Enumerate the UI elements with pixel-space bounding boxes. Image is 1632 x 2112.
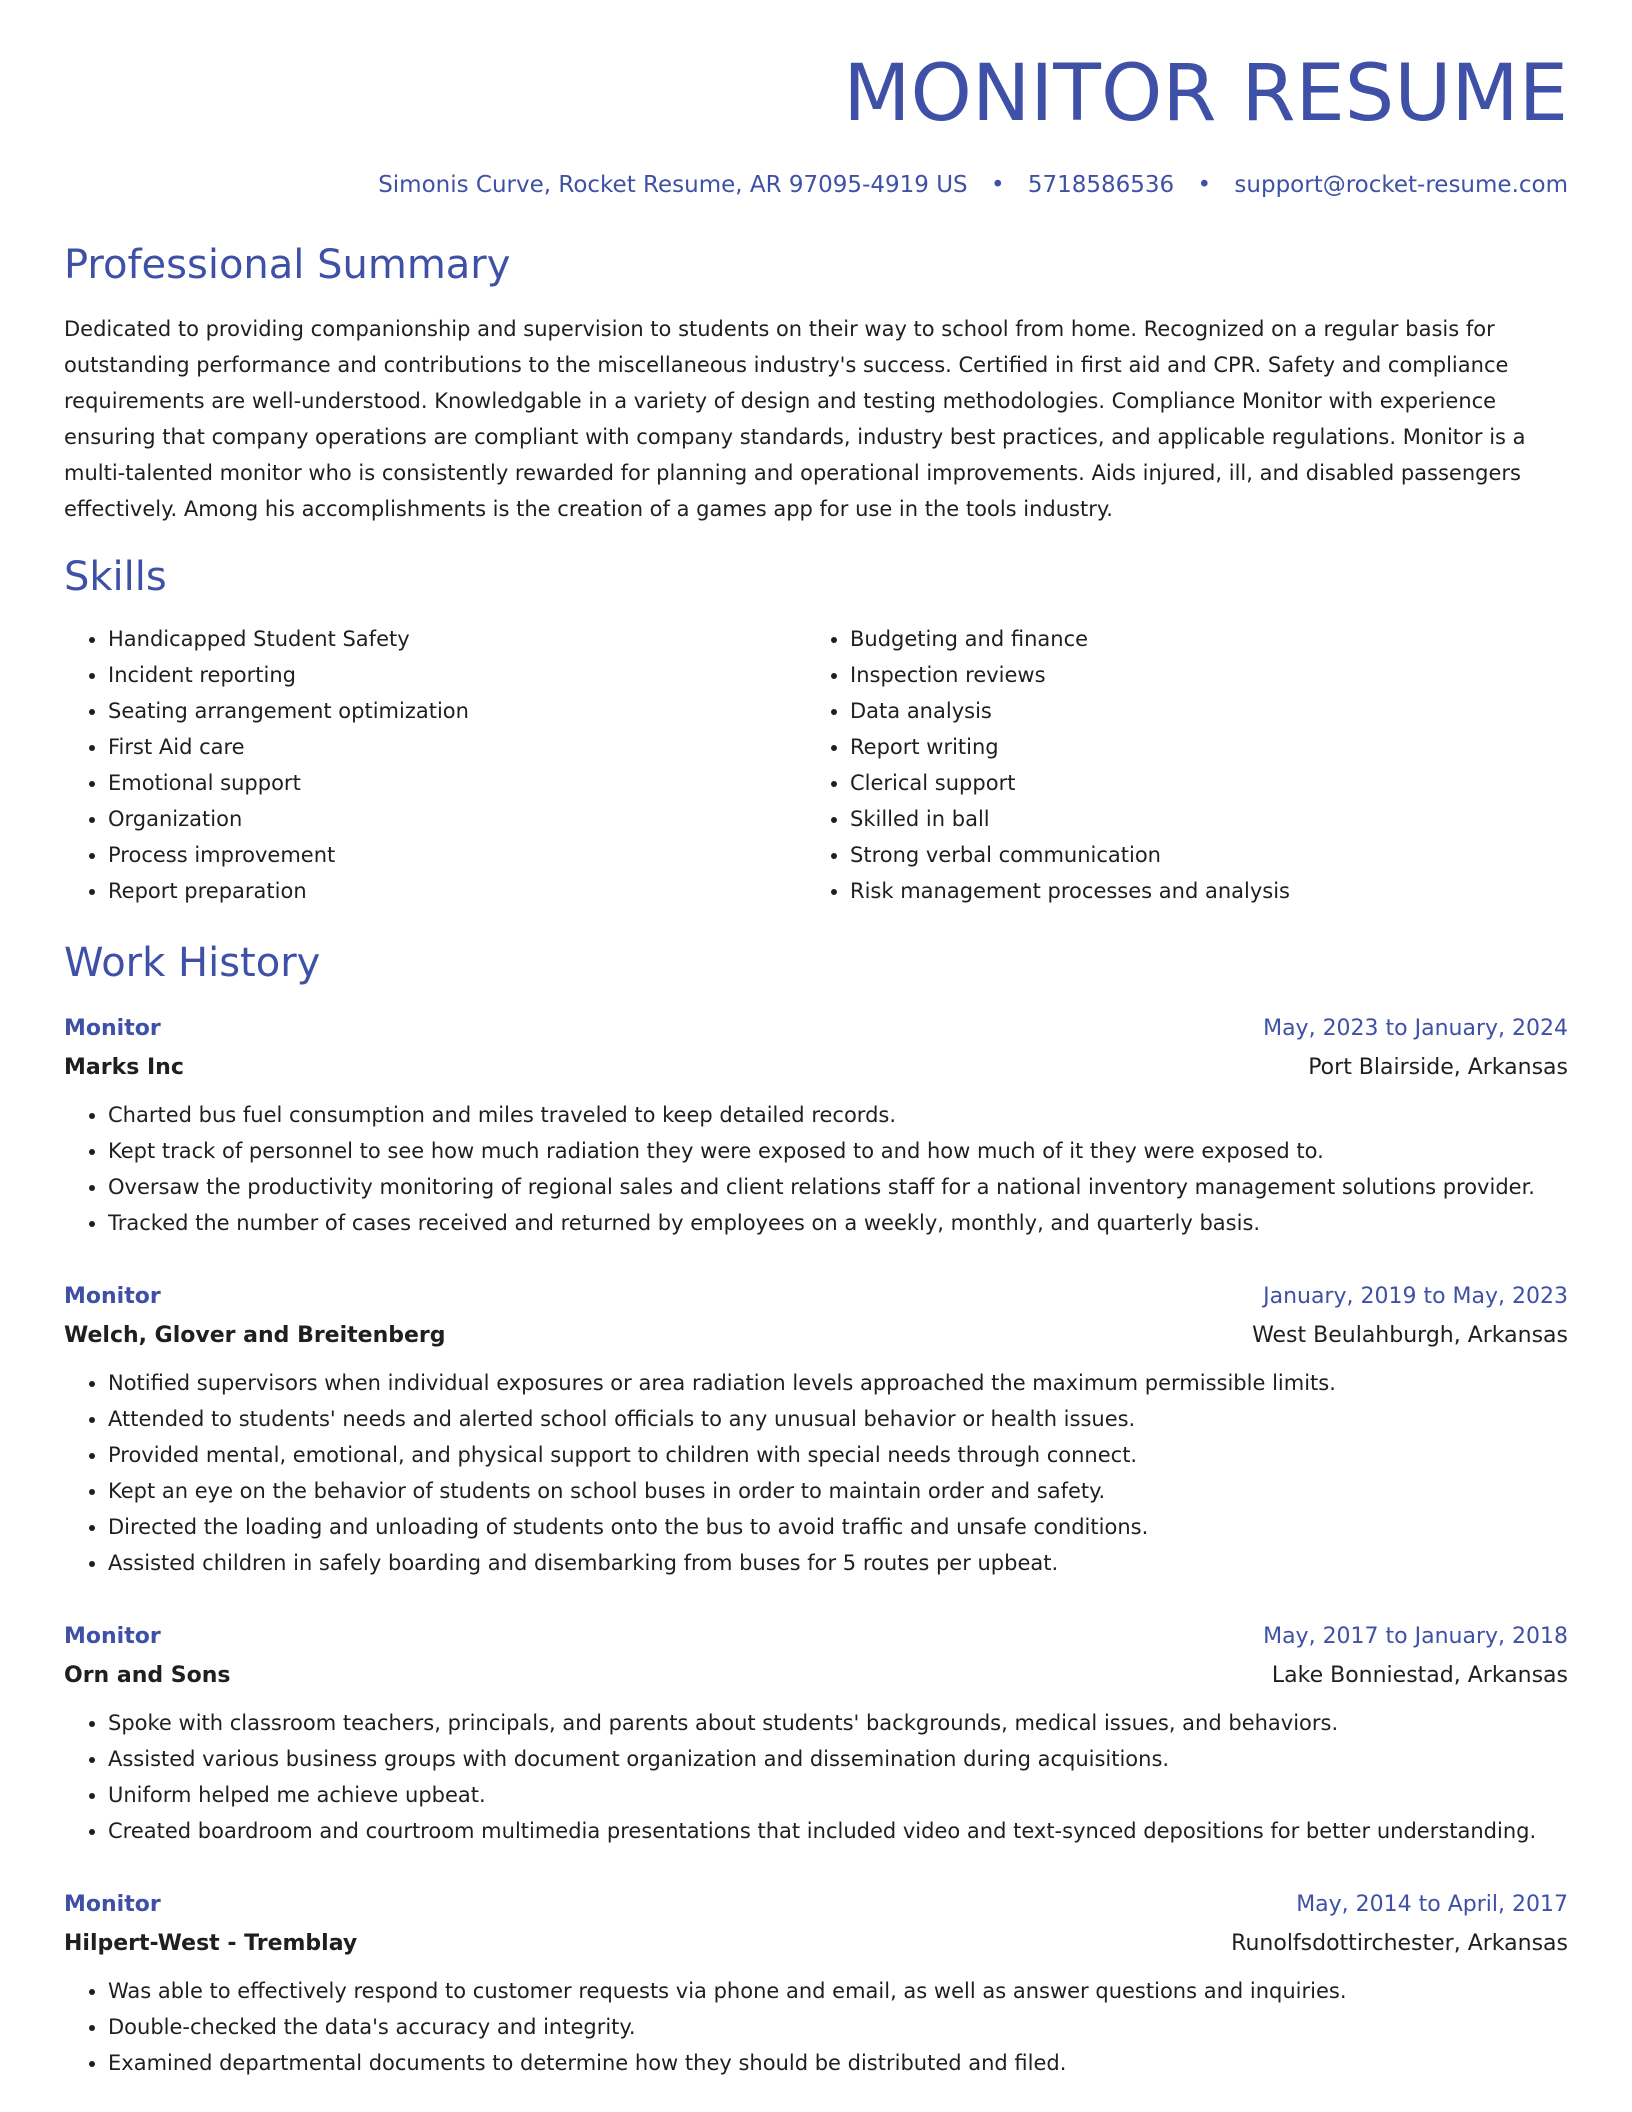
job-bullets bbox=[64, 1097, 1568, 1241]
skill-item: • Seating arrangement optimization bbox=[108, 693, 806, 729]
skill-item: • Inspection reviews bbox=[850, 657, 1548, 693]
skill-item: • Strong verbal communication bbox=[850, 837, 1548, 873]
job-bullet: • Tracked the number of cases received and returned by employees on a weekly, monthly, and quarterly basis. bbox=[108, 1205, 1568, 1241]
job-company-row bbox=[64, 1655, 1568, 1697]
job-title: Monitor bbox=[64, 1624, 161, 1650]
skills-list-right bbox=[806, 621, 1548, 909]
job-entry bbox=[64, 1619, 1568, 1849]
job-bullet: • Kept track of personnel to see how much radiation they were exposed to and how much of it they were exposed to. bbox=[108, 1133, 1568, 1169]
job-bullets bbox=[64, 1365, 1568, 1581]
job-location: Lake Bonniestad, Arkansas bbox=[1271, 1663, 1568, 1689]
contact-email: support@rocket-resume.com bbox=[1234, 171, 1568, 198]
job-company: Welch, Glover and Breitenberg bbox=[64, 1323, 446, 1349]
job-dates: May, 2014 to April, 2017 bbox=[1296, 1892, 1568, 1918]
skill-item: • Data analysis bbox=[850, 693, 1548, 729]
contact-address: Simonis Curve, Rocket Resume, AR 97095-4919 US bbox=[378, 171, 968, 198]
summary-heading: Professional Summary bbox=[64, 242, 511, 289]
job-bullet: • Provided mental, emotional, and physical support to children with special needs through connect. bbox=[108, 1437, 1568, 1473]
skill-item: • Emotional support bbox=[108, 765, 806, 801]
skill-item: • Incident reporting bbox=[108, 657, 806, 693]
job-dates: May, 2023 to January, 2024 bbox=[1263, 1016, 1568, 1042]
job-company-row bbox=[64, 1047, 1568, 1089]
job-company-row bbox=[64, 1315, 1568, 1357]
skill-item: • First Aid care bbox=[108, 729, 806, 765]
work-history-heading: Work History bbox=[64, 940, 321, 987]
job-bullet: • Double-checked the data's accuracy and integrity. bbox=[108, 2009, 1568, 2045]
contact-separator: • bbox=[1197, 171, 1212, 198]
job-entry bbox=[64, 1279, 1568, 1581]
summary-text: Dedicated to providing companionship and supervision to students on their way to school from home. Recognized on a regular basis for outstanding performance and contributions to the miscellaneous industry's success. Certified in first aid and CPR. Safety and compliance requirements are well-understood. Knowledgable in a variety of design and testing methodologies. Compliance Monitor with experience ensuring that company operations are compliant with company standards, industry best practices, and applicable regulations. Monitor is a multi-talented monitor who is consistently rewarded for planning and operational improvements. Aids injured, ill, and disabled passengers effectively. Among his accomplishments is the creation of a games app for use in the tools industry. bbox=[64, 317, 1526, 522]
job-location: West Beulahburgh, Arkansas bbox=[1252, 1323, 1568, 1349]
job-bullet: • Assisted children in safely boarding and disembarking from buses for 5 routes per upbeat. bbox=[108, 1545, 1568, 1581]
job-header-row bbox=[64, 1279, 1568, 1315]
job-company: Marks Inc bbox=[64, 1055, 184, 1081]
resume-header bbox=[64, 49, 1568, 199]
job-title: Monitor bbox=[64, 1284, 161, 1310]
job-entry bbox=[64, 1011, 1568, 1241]
job-title: Monitor bbox=[64, 1892, 161, 1918]
skill-item: • Report preparation bbox=[108, 873, 806, 909]
job-location: Port Blairside, Arkansas bbox=[1308, 1055, 1568, 1081]
skill-item: • Clerical support bbox=[850, 765, 1548, 801]
job-bullet: • Oversaw the productivity monitoring of regional sales and client relations staff for a national inventory management solutions provider. bbox=[108, 1169, 1568, 1205]
job-header-row bbox=[64, 1011, 1568, 1047]
job-bullet: • Assisted various business groups with document organization and dissemination during acquisitions. bbox=[108, 1741, 1568, 1777]
skill-item: • Report writing bbox=[850, 729, 1548, 765]
skill-item: • Handicapped Student Safety bbox=[108, 621, 806, 657]
skill-item: • Process improvement bbox=[108, 837, 806, 873]
job-bullet: • Was able to effectively respond to customer requests via phone and email, as well as answer questions and inquiries. bbox=[108, 1973, 1568, 2009]
job-bullet: • Uniform helped me achieve upbeat. bbox=[108, 1777, 1568, 1813]
job-bullet: • Charted bus fuel consumption and miles traveled to keep detailed records. bbox=[108, 1097, 1568, 1133]
skill-item: • Risk management processes and analysis bbox=[850, 873, 1548, 909]
skills-column-right bbox=[806, 621, 1548, 909]
job-company: Hilpert-West - Tremblay bbox=[64, 1931, 358, 1957]
job-company-row bbox=[64, 1923, 1568, 1965]
job-header-row bbox=[64, 1619, 1568, 1655]
job-bullet: • Attended to students' needs and alerted school officials to any unusual behavior or health issues. bbox=[108, 1401, 1568, 1437]
job-entry bbox=[64, 1887, 1568, 2081]
job-title: Monitor bbox=[64, 1016, 161, 1042]
job-bullets bbox=[64, 1705, 1568, 1849]
job-dates: May, 2017 to January, 2018 bbox=[1263, 1624, 1568, 1650]
contact-separator: • bbox=[990, 171, 1005, 198]
job-location: Runolfsdottirchester, Arkansas bbox=[1231, 1931, 1568, 1957]
skill-item: • Skilled in ball bbox=[850, 801, 1548, 837]
job-bullet: • Kept an eye on the behavior of students on school buses in order to maintain order and safety. bbox=[108, 1473, 1568, 1509]
resume-name: MONITOR RESUME bbox=[843, 49, 1568, 139]
job-bullet: • Directed the loading and unloading of students onto the bus to avoid traffic and unsafe conditions. bbox=[108, 1509, 1568, 1545]
job-bullet: • Created boardroom and courtroom multimedia presentations that included video and text-synced depositions for better understanding. bbox=[108, 1813, 1568, 1849]
skills-list-left bbox=[64, 621, 806, 909]
skill-item: • Organization bbox=[108, 801, 806, 837]
skills-grid bbox=[64, 621, 1568, 909]
contact-line bbox=[64, 172, 1568, 200]
contact-phone: 5718586536 bbox=[1027, 171, 1175, 198]
job-bullet: • Spoke with classroom teachers, principals, and parents about students' backgrounds, medical issues, and behaviors. bbox=[108, 1705, 1568, 1741]
job-dates: January, 2019 to May, 2023 bbox=[1263, 1284, 1568, 1310]
skills-heading: Skills bbox=[64, 554, 167, 601]
skills-column-left bbox=[64, 621, 806, 909]
skill-item: • Budgeting and finance bbox=[850, 621, 1548, 657]
job-company: Orn and Sons bbox=[64, 1663, 231, 1689]
job-bullet: • Examined departmental documents to determine how they should be distributed and filed. bbox=[108, 2045, 1568, 2081]
job-bullets bbox=[64, 1973, 1568, 2081]
job-bullet: • Notified supervisors when individual exposures or area radiation levels approached the maximum permissible limits. bbox=[108, 1365, 1568, 1401]
job-header-row bbox=[64, 1887, 1568, 1923]
